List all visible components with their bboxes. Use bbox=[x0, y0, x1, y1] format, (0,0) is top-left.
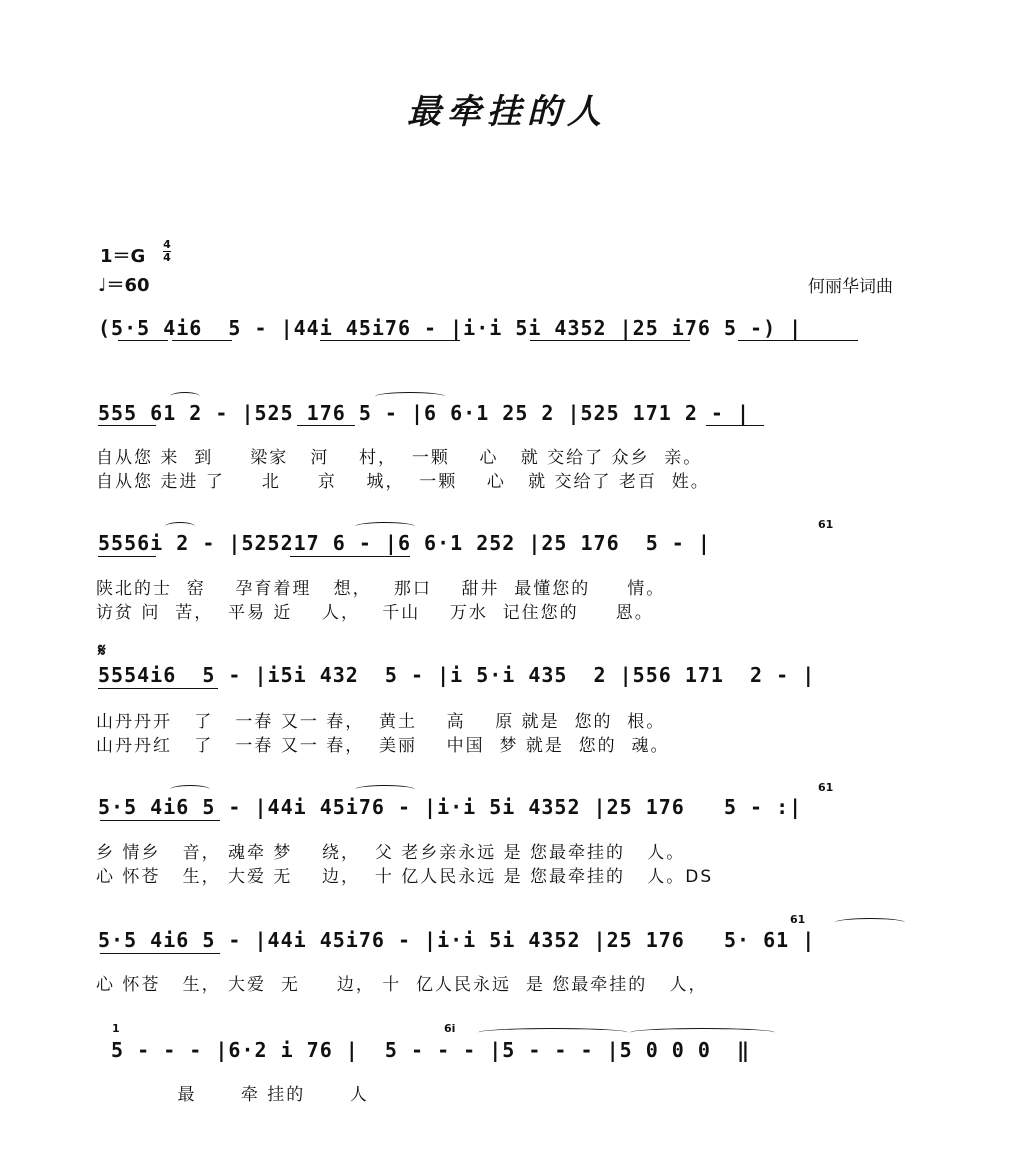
lyric-row-5: 心 怀苍 生， 大爱 无 边， 十 亿人民永远 是 您最牵挂的 人， bbox=[96, 975, 708, 995]
grace-note: 61 bbox=[790, 913, 806, 926]
rhythm-underline bbox=[290, 556, 410, 557]
tie-arc bbox=[165, 522, 195, 531]
rhythm-underline bbox=[320, 340, 460, 341]
rhythm-underline bbox=[98, 688, 218, 689]
grace-note: 61 bbox=[818, 781, 834, 794]
tie-arc bbox=[170, 785, 210, 794]
music-row-6: 5 - - - |6·2 i 76 | 5 - - - |5 - - - |5 0 0 0 ‖ bbox=[98, 1038, 751, 1062]
lyric-row-1-verse-1: 自从您 来 到 梁家 河 村， 一颗 心 就 交给了 众乡 亲。 bbox=[96, 448, 703, 468]
rhythm-underline bbox=[100, 820, 220, 821]
music-row-4: 5·5 4i6 5 - |44i 45i76 - |i·i 5i 4352 |25 176 5 - :| bbox=[98, 795, 803, 819]
rhythm-underline bbox=[706, 425, 764, 426]
rhythm-underline bbox=[98, 556, 156, 557]
segno-sign: 𝄋 bbox=[98, 640, 106, 661]
tie-arc bbox=[375, 392, 445, 401]
lyric-row-3-verse-2: 山丹丹红 了 一春 又一 春， 美丽 中国 梦 就是 您的 魂。 bbox=[96, 736, 670, 756]
music-row-2: 5556i 2 - |525217 6 - |6 6·1 252 |25 176 5 - | bbox=[98, 531, 711, 555]
lyric-row-2-verse-2: 访贫 问 苦， 平易 近 人， 千山 万水 记住您的 恩。 bbox=[96, 603, 654, 623]
tie-arc bbox=[478, 1028, 628, 1037]
tie-arc bbox=[355, 522, 415, 531]
lyric-row-6: 最 牵 挂的 人 bbox=[96, 1085, 369, 1105]
tie-arc bbox=[355, 785, 415, 794]
lyric-row-1-verse-2: 自从您 走进 了 北 京 城， 一颗 心 就 交给了 老百 姓。 bbox=[96, 472, 710, 492]
music-row-3: 5554i6 5 - |i5i 432 5 - |i 5·i 435 2 |556 171 2 - | bbox=[98, 663, 816, 687]
music-row-intro: (5·5 4i6 5 - |44i 45i76 - |i·i 5i 4352 |25 i76 5 -) | bbox=[98, 316, 803, 340]
rhythm-underline bbox=[98, 425, 156, 426]
tempo-marking: ♩＝60 bbox=[98, 275, 150, 296]
grace-note: 6i bbox=[444, 1022, 456, 1035]
key-signature: 1＝G bbox=[100, 246, 146, 267]
rhythm-underline bbox=[297, 425, 355, 426]
tie-arc bbox=[170, 392, 200, 401]
time-signature: 4 4 bbox=[163, 238, 171, 264]
rhythm-underline bbox=[172, 340, 232, 341]
composer-credit: 何丽华词曲 bbox=[808, 277, 893, 297]
page-title: 最牵挂的人 bbox=[407, 92, 607, 132]
rhythm-underline bbox=[118, 340, 168, 341]
music-row-5: 5·5 4i6 5 - |44i 45i76 - |i·i 5i 4352 |25 176 5· 61 | bbox=[98, 928, 816, 952]
rhythm-underline bbox=[530, 340, 690, 341]
grace-note: 61 bbox=[818, 518, 834, 531]
lyric-row-3-verse-1: 山丹丹开 了 一春 又一 春， 黄土 高 原 就是 您的 根。 bbox=[96, 712, 666, 732]
tie-arc bbox=[835, 918, 905, 927]
grace-note: 1 bbox=[112, 1022, 120, 1035]
tie-arc bbox=[630, 1028, 775, 1037]
music-row-1: 555 61 2 - |525 176 5 - |6 6·1 25 2 |525 171 2 - | bbox=[98, 401, 751, 425]
rhythm-underline bbox=[100, 953, 220, 954]
lyric-row-2-verse-1: 陕北的士 窑 孕育着理 想， 那口 甜井 最懂您的 情。 bbox=[96, 579, 666, 599]
rhythm-underline bbox=[738, 340, 858, 341]
lyric-row-4-verse-1: 乡 情乡 音， 魂牵 梦 绕， 父 老乡亲永远 是 您最牵挂的 人。 bbox=[96, 843, 686, 863]
lyric-row-4-verse-2: 心 怀苍 生， 大爱 无 边， 十 亿人民永远 是 您最牵挂的 人。DS bbox=[96, 867, 714, 887]
